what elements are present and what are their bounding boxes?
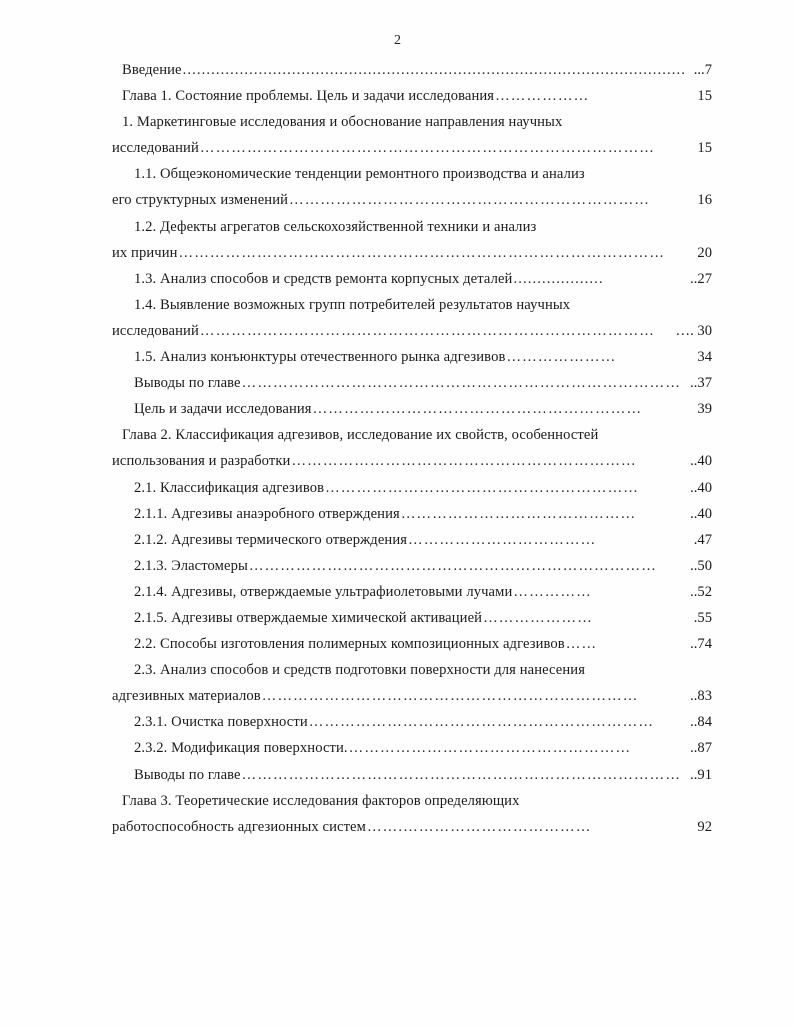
table-of-contents xyxy=(112,60,712,843)
toc-entry-leader: ………………………………………………………… xyxy=(291,453,637,470)
toc-entry-page: ..40 xyxy=(690,479,712,496)
toc-entry xyxy=(112,321,712,343)
toc-entry xyxy=(134,347,712,369)
toc-entry xyxy=(112,243,712,265)
toc-entry-leader: ………………………………………………………… xyxy=(308,714,655,731)
toc-entry-title: 2.2. Способы изготовления полимерных композиционных адгезивов xyxy=(134,636,565,653)
toc-entry xyxy=(122,791,712,813)
toc-entry-title: 2.3.1. Очистка поверхности xyxy=(134,714,308,731)
toc-entry xyxy=(134,269,712,291)
toc-entry xyxy=(134,556,712,578)
toc-entry-leader: …… xyxy=(565,636,598,653)
toc-entry-page: .55 xyxy=(693,609,712,626)
toc-entry-title: адгезивных материалов xyxy=(112,688,261,705)
toc-entry-title: 1.1. Общеэкономические тенденции ремонтного производства и анализ xyxy=(134,166,585,183)
toc-entry-page: ...7 xyxy=(693,62,712,78)
toc-entry xyxy=(134,634,712,656)
toc-entry-page: ..84 xyxy=(690,714,712,731)
toc-entry xyxy=(122,425,712,447)
toc-entry-leader: .......................................................................................................... xyxy=(182,62,686,78)
toc-entry xyxy=(134,765,712,787)
toc-entry-leader: …………………………………………………………………… xyxy=(248,557,657,574)
toc-entry xyxy=(134,217,712,239)
toc-entry xyxy=(134,399,712,421)
toc-entry xyxy=(112,686,712,708)
toc-entry-title: Глава 2. Классификация адгезивов, исследование их свойств, особенностей xyxy=(122,427,599,444)
toc-entry-page: 15 xyxy=(697,88,712,105)
toc-entry-page: ..27 xyxy=(690,270,712,287)
toc-entry xyxy=(134,373,712,395)
toc-entry-title: Глава 1. Состояние проблемы. Цель и задачи исследования xyxy=(122,88,495,105)
toc-entry-title: Выводы по главе xyxy=(134,766,241,783)
toc-entry-title: работоспособность адгезионных систем xyxy=(112,818,366,835)
toc-entry-page: 92 xyxy=(697,818,712,835)
toc-entry-leader: ………………………………………………………………………… xyxy=(241,375,682,392)
toc-entry xyxy=(134,530,712,552)
toc-entry-title: 1.4. Выявление возможных групп потребителей результатов научных xyxy=(134,296,571,313)
toc-entry-leader: ……………………………………………… xyxy=(348,740,632,757)
toc-entry xyxy=(134,295,712,317)
toc-entry-title: 1.5. Анализ конъюнктуры отечественного рынка адгезивов xyxy=(134,349,506,366)
toc-entry-page: ..37 xyxy=(690,375,712,392)
toc-entry xyxy=(112,817,712,839)
toc-entry-leader: ………………………………………………………………………… xyxy=(241,766,682,783)
toc-entry-page: ..50 xyxy=(690,557,712,574)
toc-entry-title: Выводы по главе xyxy=(134,375,241,392)
toc-entry xyxy=(134,712,712,734)
toc-entry-title: 1.2. Дефекты агрегатов сельскохозяйственной техники и анализ xyxy=(134,218,537,235)
toc-entry-page: 39 xyxy=(697,401,712,418)
toc-entry-title: 2.1.4. Адгезивы, отверждаемые ультрафиолетовыми лучами xyxy=(134,583,513,600)
toc-entry-title: 2.3.2. Модификация поверхности. xyxy=(134,740,348,757)
toc-entry xyxy=(134,164,712,186)
toc-entry-page: 34 xyxy=(697,349,712,366)
toc-entry-title: Введение xyxy=(122,62,182,78)
toc-entry-title: 2.1.2. Адгезивы термического отверждения xyxy=(134,531,408,548)
toc-entry-leader: …………………………………………………………………………… xyxy=(199,322,655,339)
toc-entry xyxy=(134,738,712,760)
toc-entry-page: ..83 xyxy=(690,688,712,705)
toc-entry-leader: ................... xyxy=(513,270,604,287)
toc-entry xyxy=(122,86,712,108)
toc-entry xyxy=(134,660,712,682)
toc-entry xyxy=(134,608,712,630)
toc-entry-page: ..40 xyxy=(690,453,712,470)
toc-entry-page: ..52 xyxy=(690,583,712,600)
toc-entry xyxy=(134,582,712,604)
toc-entry-leader: ……………………………………………………………… xyxy=(261,688,639,705)
toc-entry-page: 15 xyxy=(697,140,712,157)
toc-entry xyxy=(112,190,712,212)
toc-entry-page: ..91 xyxy=(690,766,712,783)
toc-entry-page: .47 xyxy=(693,531,712,548)
toc-entry-page: …. 30 xyxy=(675,322,712,339)
toc-entry xyxy=(134,478,712,500)
toc-entry-title: 2.1.3. Эластомеры xyxy=(134,557,248,574)
toc-entry xyxy=(122,112,712,134)
toc-entry-title: исследований xyxy=(112,140,199,157)
toc-entry xyxy=(134,504,712,526)
toc-entry-page: ..87 xyxy=(690,740,712,757)
toc-entry-title: 1.3. Анализ способов и средств ремонта корпусных деталей xyxy=(134,270,513,287)
toc-entry-page: ..74 xyxy=(690,636,712,653)
toc-entry-leader: ……………………………………… xyxy=(400,505,637,522)
toc-entry-leader: ……………… xyxy=(495,88,590,105)
toc-entry-title: 2.1.1. Адгезивы анаэробного отверждения xyxy=(134,505,400,522)
toc-entry-title: 2.1.5. Адгезивы отверждаемые химической активацией xyxy=(134,609,483,626)
toc-entry-page: ..40 xyxy=(690,505,712,522)
toc-entry-title: 2.3. Анализ способов и средств подготовки поверхности для нанесения xyxy=(134,662,586,679)
toc-entry xyxy=(112,451,712,473)
toc-entry-title: использования и разработки xyxy=(112,453,291,470)
toc-entry xyxy=(122,60,712,82)
toc-entry-title: их причин xyxy=(112,244,178,261)
toc-entry-title: 1. Маркетинговые исследования и обоснование направления научных xyxy=(122,114,563,131)
toc-entry xyxy=(112,138,712,160)
toc-entry-leader: ………………… xyxy=(506,349,617,366)
toc-entry-leader: …………… xyxy=(513,583,592,600)
toc-entry-title: его структурных изменений xyxy=(112,192,289,209)
toc-entry-title: исследований xyxy=(112,322,199,339)
page-number: 2 xyxy=(394,33,401,48)
toc-entry-leader: ………………………………………………………………………………… xyxy=(178,244,666,261)
toc-entry-leader: …………………………………………………… xyxy=(325,479,639,496)
toc-entry-page: 16 xyxy=(697,192,712,209)
toc-entry-leader: ……………………………… xyxy=(408,531,597,548)
toc-entry-title: 2.1. Классификация адгезивов xyxy=(134,479,325,496)
toc-entry-leader: …………………………………………………………… xyxy=(289,192,650,209)
toc-entry-leader: ……………………………………………………… xyxy=(312,401,643,418)
toc-entry-leader: ………………… xyxy=(483,609,593,626)
toc-entry-page: 20 xyxy=(697,244,712,261)
toc-entry-title: Глава 3. Теоретические исследования факторов определяющих xyxy=(122,792,520,809)
toc-entry-leader: …………………………………………………………………………… xyxy=(199,140,655,157)
toc-entry-title: Цель и задачи исследования xyxy=(134,401,312,418)
toc-entry-leader: …….……………………………… xyxy=(366,818,592,835)
